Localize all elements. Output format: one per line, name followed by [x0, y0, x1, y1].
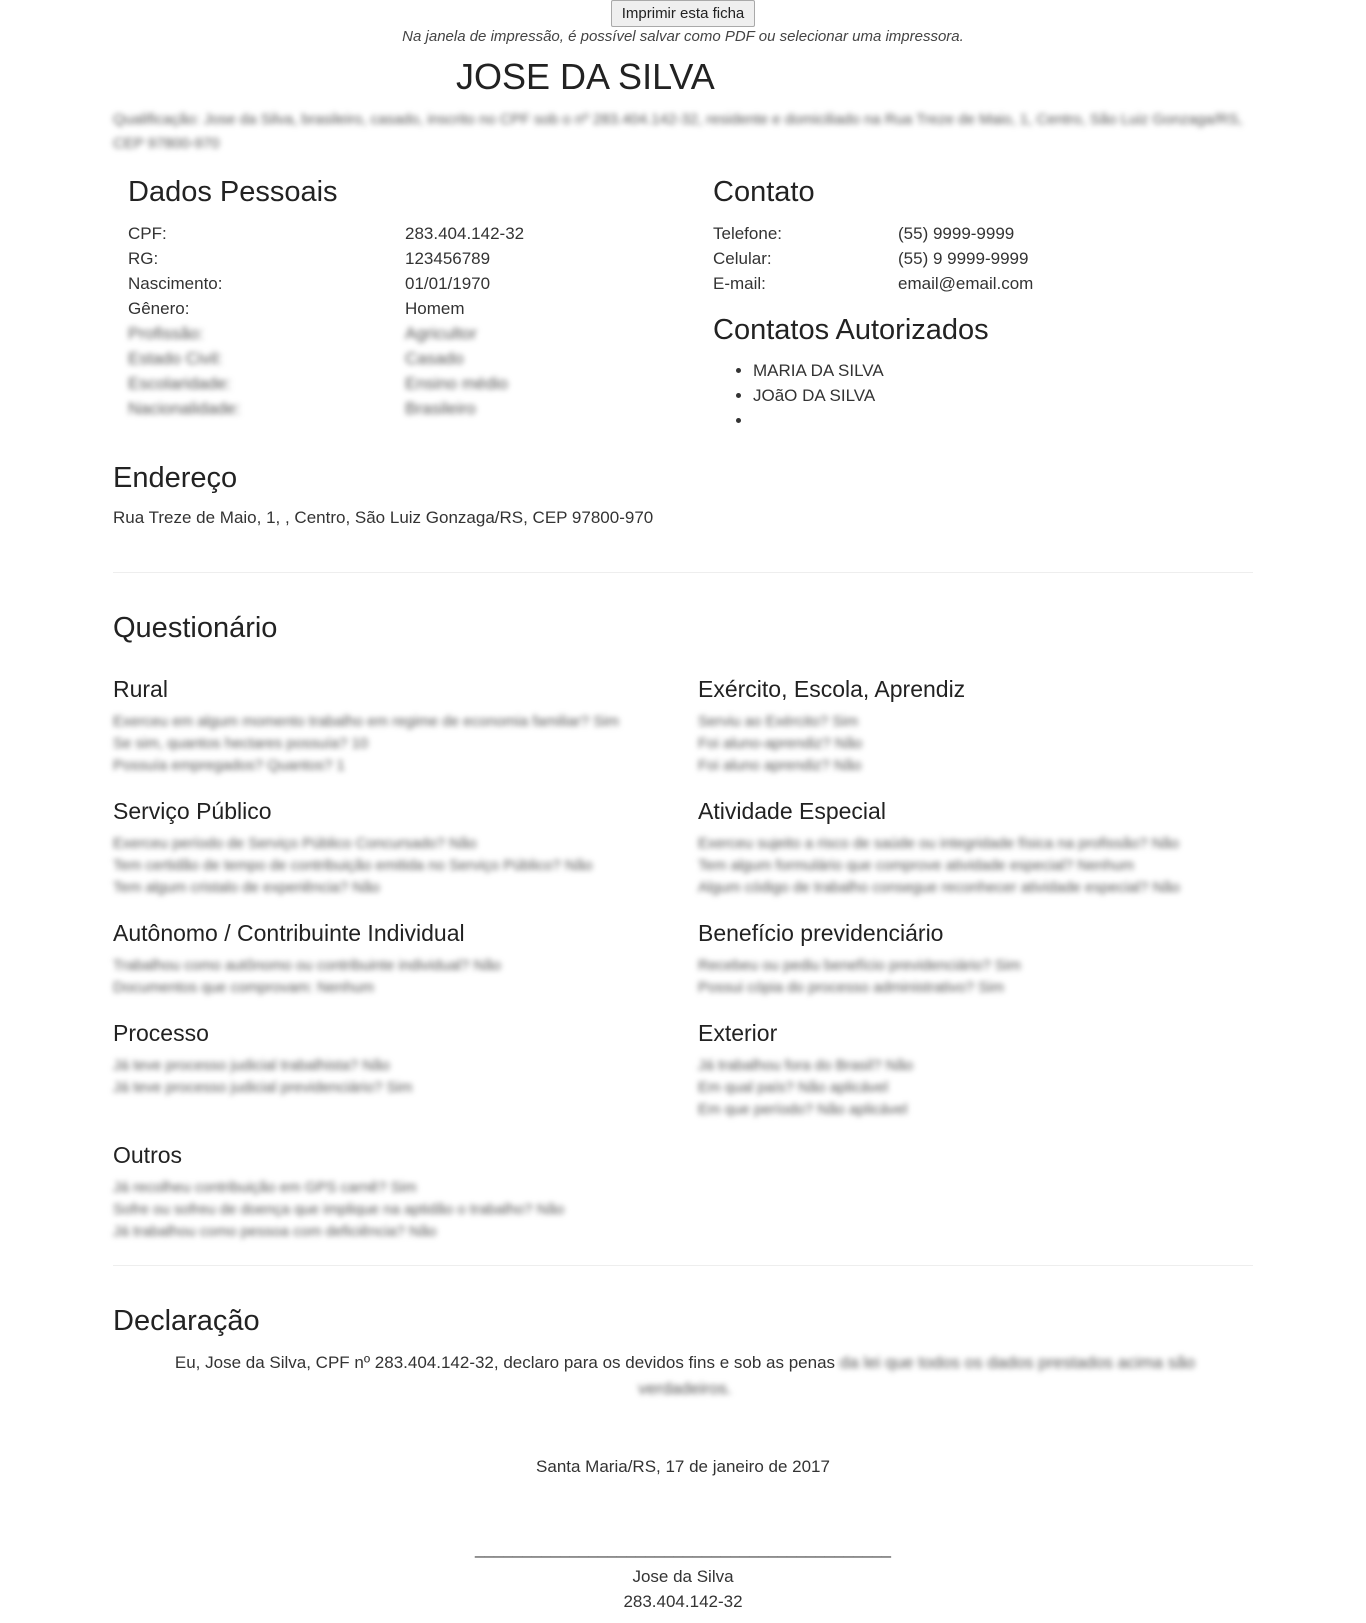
process-section — [113, 1020, 673, 1099]
marital-value: Casado — [405, 349, 464, 368]
birth-label: Nascimento: — [128, 274, 223, 293]
authorized-contacts-list — [713, 358, 1153, 433]
declaration-title: Declaração — [113, 1305, 260, 1337]
question-line: Sofre ou sofreu de doença que implique na aptidão o trabalho? Não — [113, 1201, 565, 1218]
question-line: Tem certidão de tempo de contribuição emitida no Serviço Público? Não — [113, 857, 593, 874]
divider — [113, 1265, 1253, 1266]
benefit-title: Benefício previdenciário — [698, 920, 944, 946]
list-item: • MARIA DA SILVA — [753, 358, 1153, 383]
address-title: Endereço — [113, 462, 238, 494]
rural-title: Rural — [113, 676, 168, 702]
question-line: Já recolheu contribuição em GPS carnê? Sim — [113, 1179, 417, 1196]
question-line: Tem algum cristalo de experiência? Não — [113, 879, 380, 896]
personal-row — [128, 396, 628, 421]
education-label: Escolaridade: — [128, 374, 232, 393]
question-line: Exerceu período de Serviço Público Concursado? Não — [113, 835, 477, 852]
questionnaire-title: Questionário — [113, 612, 278, 644]
special-activity-title: Atividade Especial — [698, 798, 886, 824]
autonomous-section — [113, 920, 673, 999]
others-title: Outros — [113, 1142, 183, 1168]
personal-row — [128, 371, 628, 396]
personal-row — [128, 246, 628, 271]
personal-row — [128, 271, 628, 296]
declaration-blurred-text: da lei que todos os dados prestados acima são verdadeiros. — [638, 1353, 1196, 1398]
question-line: Documentos que comprovam: Nenhum — [113, 979, 374, 996]
process-title: Processo — [113, 1020, 209, 1046]
marital-label: Estado Civil: — [128, 349, 223, 368]
cpf-label: CPF: — [128, 224, 167, 243]
nationality-label: Nacionalidade: — [128, 399, 241, 418]
personal-data-list — [128, 221, 628, 421]
question-line: Foi aluno-aprendiz? Não — [698, 735, 863, 752]
divider — [113, 572, 1253, 573]
list-item: • JOãO DA SILVA — [753, 383, 1153, 408]
address-text: Rua Treze de Maio, 1, , Centro, São Luiz Gonzaga/RS, CEP 97800-970 — [113, 508, 654, 527]
question-line: Tem algum formulário que comprove atividade especial? Nenhum — [698, 857, 1135, 874]
declaration-visible-text: Eu, Jose da Silva, CPF nº 283.404.142-32, declaro para os devidos fins e sob as penas — [174, 1353, 836, 1372]
authorized-contacts-title: Contatos Autorizados — [713, 314, 989, 346]
contact-row — [713, 246, 1213, 271]
army-section — [698, 676, 1258, 777]
question-line: Em qual país? Não aplicável — [698, 1079, 889, 1096]
place-date: Santa Maria/RS, 17 de janeiro de 2017 — [536, 1457, 830, 1476]
contact-title: Contato — [713, 176, 815, 208]
education-value: Ensino médio — [405, 374, 509, 393]
special-activity-section — [698, 798, 1258, 899]
qualification-text: Qualificação: Jose da Silva, brasileiro, casado, inscrito no CPF sob o nº 283.404.142-32, residente e domiciliado na Rua Treze de Maio, 1, Centro, São Luiz Gonzaga/RS, CEP 97800-970 — [113, 111, 1243, 152]
phone-label: Telefone: — [713, 224, 782, 243]
email-value[interactable]: email@email.com — [898, 274, 1034, 293]
rural-section — [113, 676, 673, 777]
person-name: JOSE DA SILVA — [456, 56, 715, 97]
mobile-value: (55) 9 9999-9999 — [898, 249, 1029, 268]
question-line: Algum código de trabalho consegue reconhecer atividade especial? Não — [698, 879, 1180, 896]
question-line: Possuía empregados? Quantos? 1 — [113, 757, 345, 774]
profession-label: Profissão: — [128, 324, 204, 343]
signer-cpf: 283.404.142-32 — [623, 1592, 743, 1611]
profession-value: Agricultor — [405, 324, 477, 343]
declaration-text — [130, 1350, 1240, 1402]
personal-row — [128, 346, 628, 371]
gender-label: Gênero: — [128, 299, 190, 318]
personal-row — [128, 221, 628, 246]
army-title: Exército, Escola, Aprendiz — [698, 676, 966, 702]
public-service-section — [113, 798, 673, 899]
print-button[interactable]: Imprimir esta ficha — [611, 0, 755, 27]
mobile-label: Celular: — [713, 249, 772, 268]
print-hint: Na janela de impressão, é possível salvar como PDF ou selecionar uma impressora. — [402, 28, 964, 45]
personal-data-title: Dados Pessoais — [128, 176, 338, 208]
birth-value: 01/01/1970 — [405, 274, 491, 293]
question-line: Já teve processo judicial previdenciário? Sim — [113, 1079, 413, 1096]
question-line: Foi aluno aprendiz? Não — [698, 757, 862, 774]
benefit-section — [698, 920, 1258, 999]
abroad-title: Exterior — [698, 1020, 778, 1046]
others-section — [113, 1142, 673, 1243]
rg-label: RG: — [128, 249, 159, 268]
question-line: Exerceu em algum momento trabalho em regime de economia familiar? Sim — [113, 713, 620, 730]
question-line: Exerceu sujeito a risco de saúde ou integridade física na profissão? Não — [698, 835, 1180, 852]
list-item — [753, 408, 1153, 433]
contact-row — [713, 271, 1213, 296]
gender-value: Homem — [405, 299, 465, 318]
question-line: Se sim, quantos hectares possuía? 10 — [113, 735, 369, 752]
contact-row — [713, 221, 1213, 246]
question-line: Já trabalhou fora do Brasil? Não — [698, 1057, 914, 1074]
rg-value: 123456789 — [405, 249, 491, 268]
signer-name: Jose da Silva — [632, 1567, 734, 1586]
question-line: Serviu ao Exército? Sim — [698, 713, 859, 730]
public-service-title: Serviço Público — [113, 798, 272, 824]
question-line: Recebeu ou pediu benefício previdenciário? Sim — [698, 957, 1021, 974]
contact-list — [713, 221, 1213, 296]
cpf-value: 283.404.142-32 — [405, 224, 525, 243]
personal-row — [128, 296, 628, 321]
question-line: Já trabalhou como pessoa com deficiência? Não — [113, 1223, 437, 1240]
autonomous-title: Autônomo / Contribuinte Individual — [113, 920, 465, 946]
signature-line: ____________________________________________ — [474, 1539, 891, 1558]
phone-value: (55) 9999-9999 — [898, 224, 1015, 243]
abroad-section — [698, 1020, 1258, 1121]
nationality-value: Brasileiro — [405, 399, 476, 418]
question-line: Trabalhou como autônomo ou contribuinte individual? Não — [113, 957, 502, 974]
email-label: E-mail: — [713, 274, 766, 293]
question-line: Em que período? Não aplicável — [698, 1101, 908, 1118]
question-line: Já teve processo judicial trabalhista? Não — [113, 1057, 390, 1074]
personal-row — [128, 321, 628, 346]
question-line: Possui cópia do processo administrativo? Sim — [698, 979, 1004, 996]
